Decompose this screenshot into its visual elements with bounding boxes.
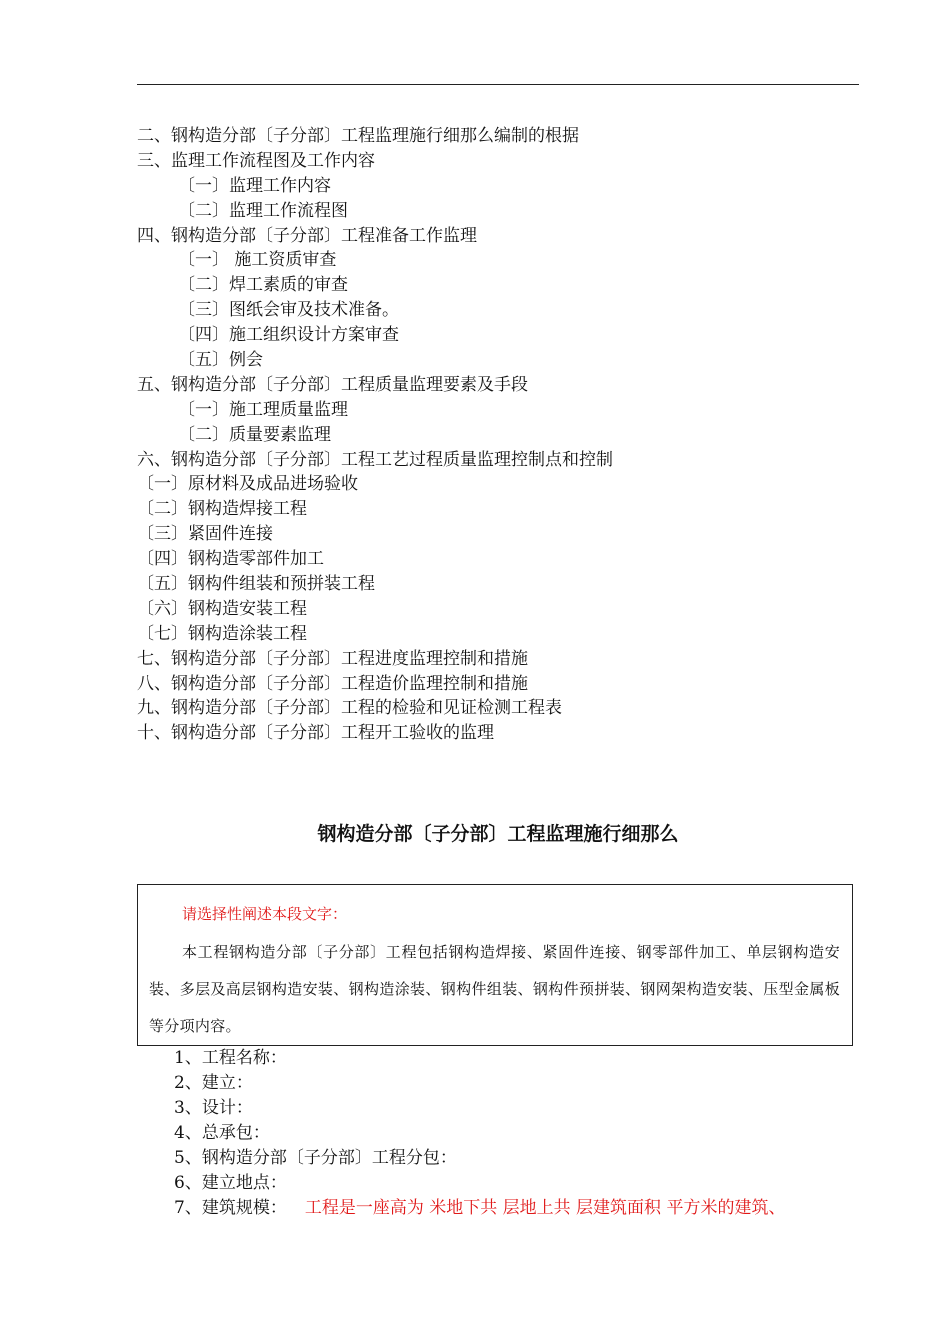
list-item — [174, 1196, 864, 1221]
list-item — [174, 1121, 864, 1146]
list-item — [174, 1146, 864, 1171]
info-value — [287, 1048, 305, 1068]
toc-line: 〔三〕紧固件连接 — [137, 524, 273, 545]
info-label: 6、建立地点： — [174, 1173, 287, 1193]
info-value — [270, 1123, 288, 1143]
info-value — [253, 1073, 271, 1093]
info-label: 7、建筑规模： — [174, 1198, 287, 1218]
toc-line: 四、钢构造分部〔子分部〕工程准备工作监理 — [137, 225, 477, 246]
list-item — [174, 1096, 864, 1121]
toc-line: 九、钢构造分部〔子分部〕工程的检验和见证检测工程表 — [137, 698, 562, 719]
list-item — [174, 1071, 864, 1096]
list-item — [174, 1046, 864, 1071]
info-value — [287, 1173, 305, 1193]
toc-line: 〔二〕钢构造焊接工程 — [137, 499, 307, 520]
toc-line: 〔四〕施工组织设计方案审查 — [178, 325, 399, 346]
toc-line: 〔一〕监理工作内容 — [178, 175, 331, 196]
toc-line: 八、钢构造分部〔子分部〕工程造价监理控制和措施 — [137, 673, 528, 694]
toc-line: 十、钢构造分部〔子分部〕工程开工验收的监理 — [137, 723, 494, 744]
toc-line: 〔五〕钢构件组装和预拼装工程 — [137, 574, 375, 595]
header-rule — [137, 84, 859, 85]
info-value — [457, 1148, 475, 1168]
info-value-building-scale: 工程是一座高为 米地下共 层地上共 层建筑面积 平方米的建筑、 — [304, 1198, 786, 1218]
info-label: 5、钢构造分部〔子分部〕工程分包： — [174, 1148, 457, 1168]
toc-line: 七、钢构造分部〔子分部〕工程进度监理控制和措施 — [137, 648, 528, 669]
toc-line: 〔五〕例会 — [178, 350, 263, 371]
toc-line: 〔一〕原材料及成品进场验收 — [137, 474, 358, 495]
list-item — [174, 1171, 864, 1196]
info-label: 1、工程名称： — [174, 1048, 287, 1068]
project-info-list — [174, 1046, 864, 1221]
note-heading: 请选择性阐述本段文字： — [182, 905, 348, 923]
toc-line: 〔六〕钢构造安装工程 — [137, 598, 307, 619]
toc-line: 〔一〕施工理质量监理 — [178, 399, 348, 420]
toc-line: 六、钢构造分部〔子分部〕工程工艺过程质量监理控制点和控制 — [137, 449, 613, 470]
toc-line: 〔一〕 施工资质审查 — [178, 250, 337, 271]
toc-line: 〔二〕焊工素质的审查 — [178, 275, 348, 296]
info-label: 4、总承包： — [174, 1123, 270, 1143]
info-value — [253, 1098, 271, 1118]
info-label: 2、建立： — [174, 1073, 253, 1093]
note-body: 本工程钢构造分部〔子分部〕工程包括钢构造焊接、紧固件连接、钢零部件加工、单层钢构造安装、多层及高层钢构造安装、钢构造涂装、钢构件组装、钢构件预拼装、钢网架构造安装、压型金属板等分项内容。 — [149, 943, 840, 1035]
toc-line: 三、监理工作流程图及工作内容 — [137, 150, 375, 171]
toc-line: 五、钢构造分部〔子分部〕工程质量监理要素及手段 — [137, 374, 528, 395]
section-title: 钢构造分部〔子分部〕工程监理施行细那么 — [317, 823, 679, 845]
toc-line: 〔三〕图纸会审及技术准备。 — [178, 300, 399, 321]
toc-line: 〔二〕监理工作流程图 — [178, 200, 348, 221]
table-of-contents — [137, 124, 857, 746]
toc-line: 〔二〕质量要素监理 — [178, 424, 331, 445]
toc-line: 〔四〕钢构造零部件加工 — [137, 549, 324, 570]
toc-line: 二、钢构造分部〔子分部〕工程监理施行细那么编制的根据 — [137, 126, 579, 146]
note-box — [137, 884, 853, 1046]
info-label: 3、设计： — [174, 1098, 253, 1118]
toc-line: 〔七〕钢构造涂装工程 — [137, 623, 307, 644]
